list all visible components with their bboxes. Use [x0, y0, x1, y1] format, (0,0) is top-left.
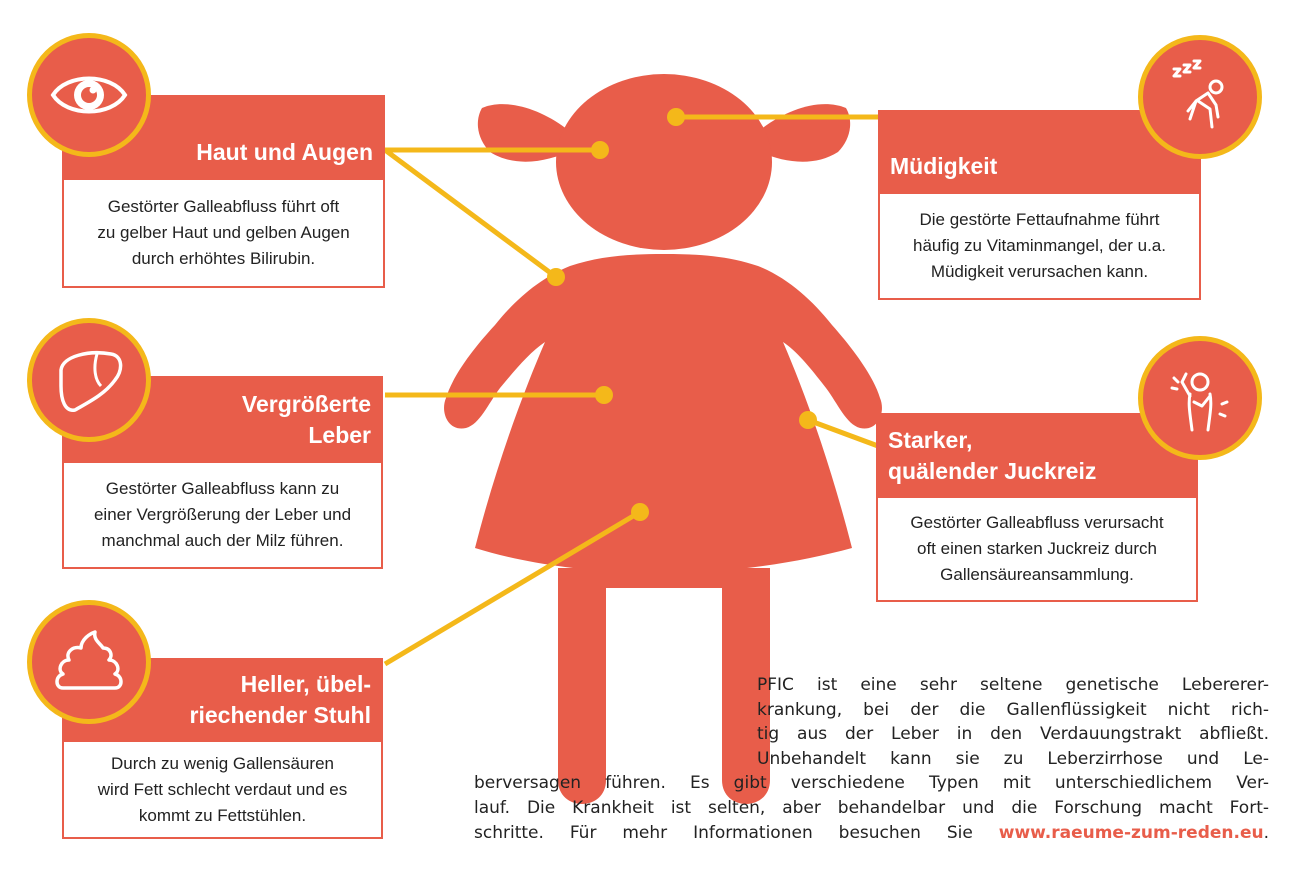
card-stool-text: Durch zu wenig Gallensäuren wird Fett schlecht verdaut und es kommt zu Fettstühlen.	[62, 742, 383, 839]
card-fatigue-text: Die gestörte Fettaufnahme führt häufig zu Vitaminmangel, der u.a. Müdigkeit verursachen kann.	[878, 194, 1201, 300]
card-skin-title: Haut und Augen	[62, 95, 385, 180]
stool-icon	[27, 600, 151, 724]
info-last-line: schritte. Für mehr Informationen besuchen Sie www.raeume-zum-reden.eu.	[474, 822, 1269, 843]
website-link[interactable]: www.raeume-zum-reden.eu	[998, 822, 1264, 843]
card-itch-title: Starker, quälender Juckreiz	[876, 413, 1198, 498]
info-paragraph: PFIC ist eine sehr seltene genetische Lebererer- krankung, bei der die Gallenflüssigkeit nicht rich- tig aus der Leber in den Verdauungstrakt abfließt. Unbehandelt kann sie zu Leberzirrhose und Le- berversagen führen. Es gibt verschiedene Typen mit unterschiedlichem Ver- lauf. Die Krankheit ist selten, aber behandelbar und die Forschung macht Fort- schritte. Für mehr Informationen besuchen Sie www.raeume-zum-reden.eu.	[474, 673, 1269, 845]
card-liver-title: Vergrößerte Leber	[62, 376, 383, 463]
card-skin-text: Gestörter Galleabfluss führt oft zu gelber Haut und gelben Augen durch erhöhtes Bilirubin.	[62, 180, 385, 288]
card-liver-text: Gestörter Galleabfluss kann zu einer Vergrößerung der Leber und manchmal auch der Milz führen.	[62, 463, 383, 569]
liver-icon	[27, 318, 151, 442]
card-stool-title: Heller, übel- riechender Stuhl	[62, 658, 383, 742]
card-itch-text: Gestörter Galleabfluss verursacht oft einen starken Juckreiz durch Gallensäureansammlung.	[876, 498, 1198, 602]
eye-icon	[27, 33, 151, 157]
tired-person-icon	[1138, 35, 1262, 159]
card-fatigue-title: Müdigkeit	[878, 110, 1201, 194]
scratching-person-icon	[1138, 336, 1262, 460]
